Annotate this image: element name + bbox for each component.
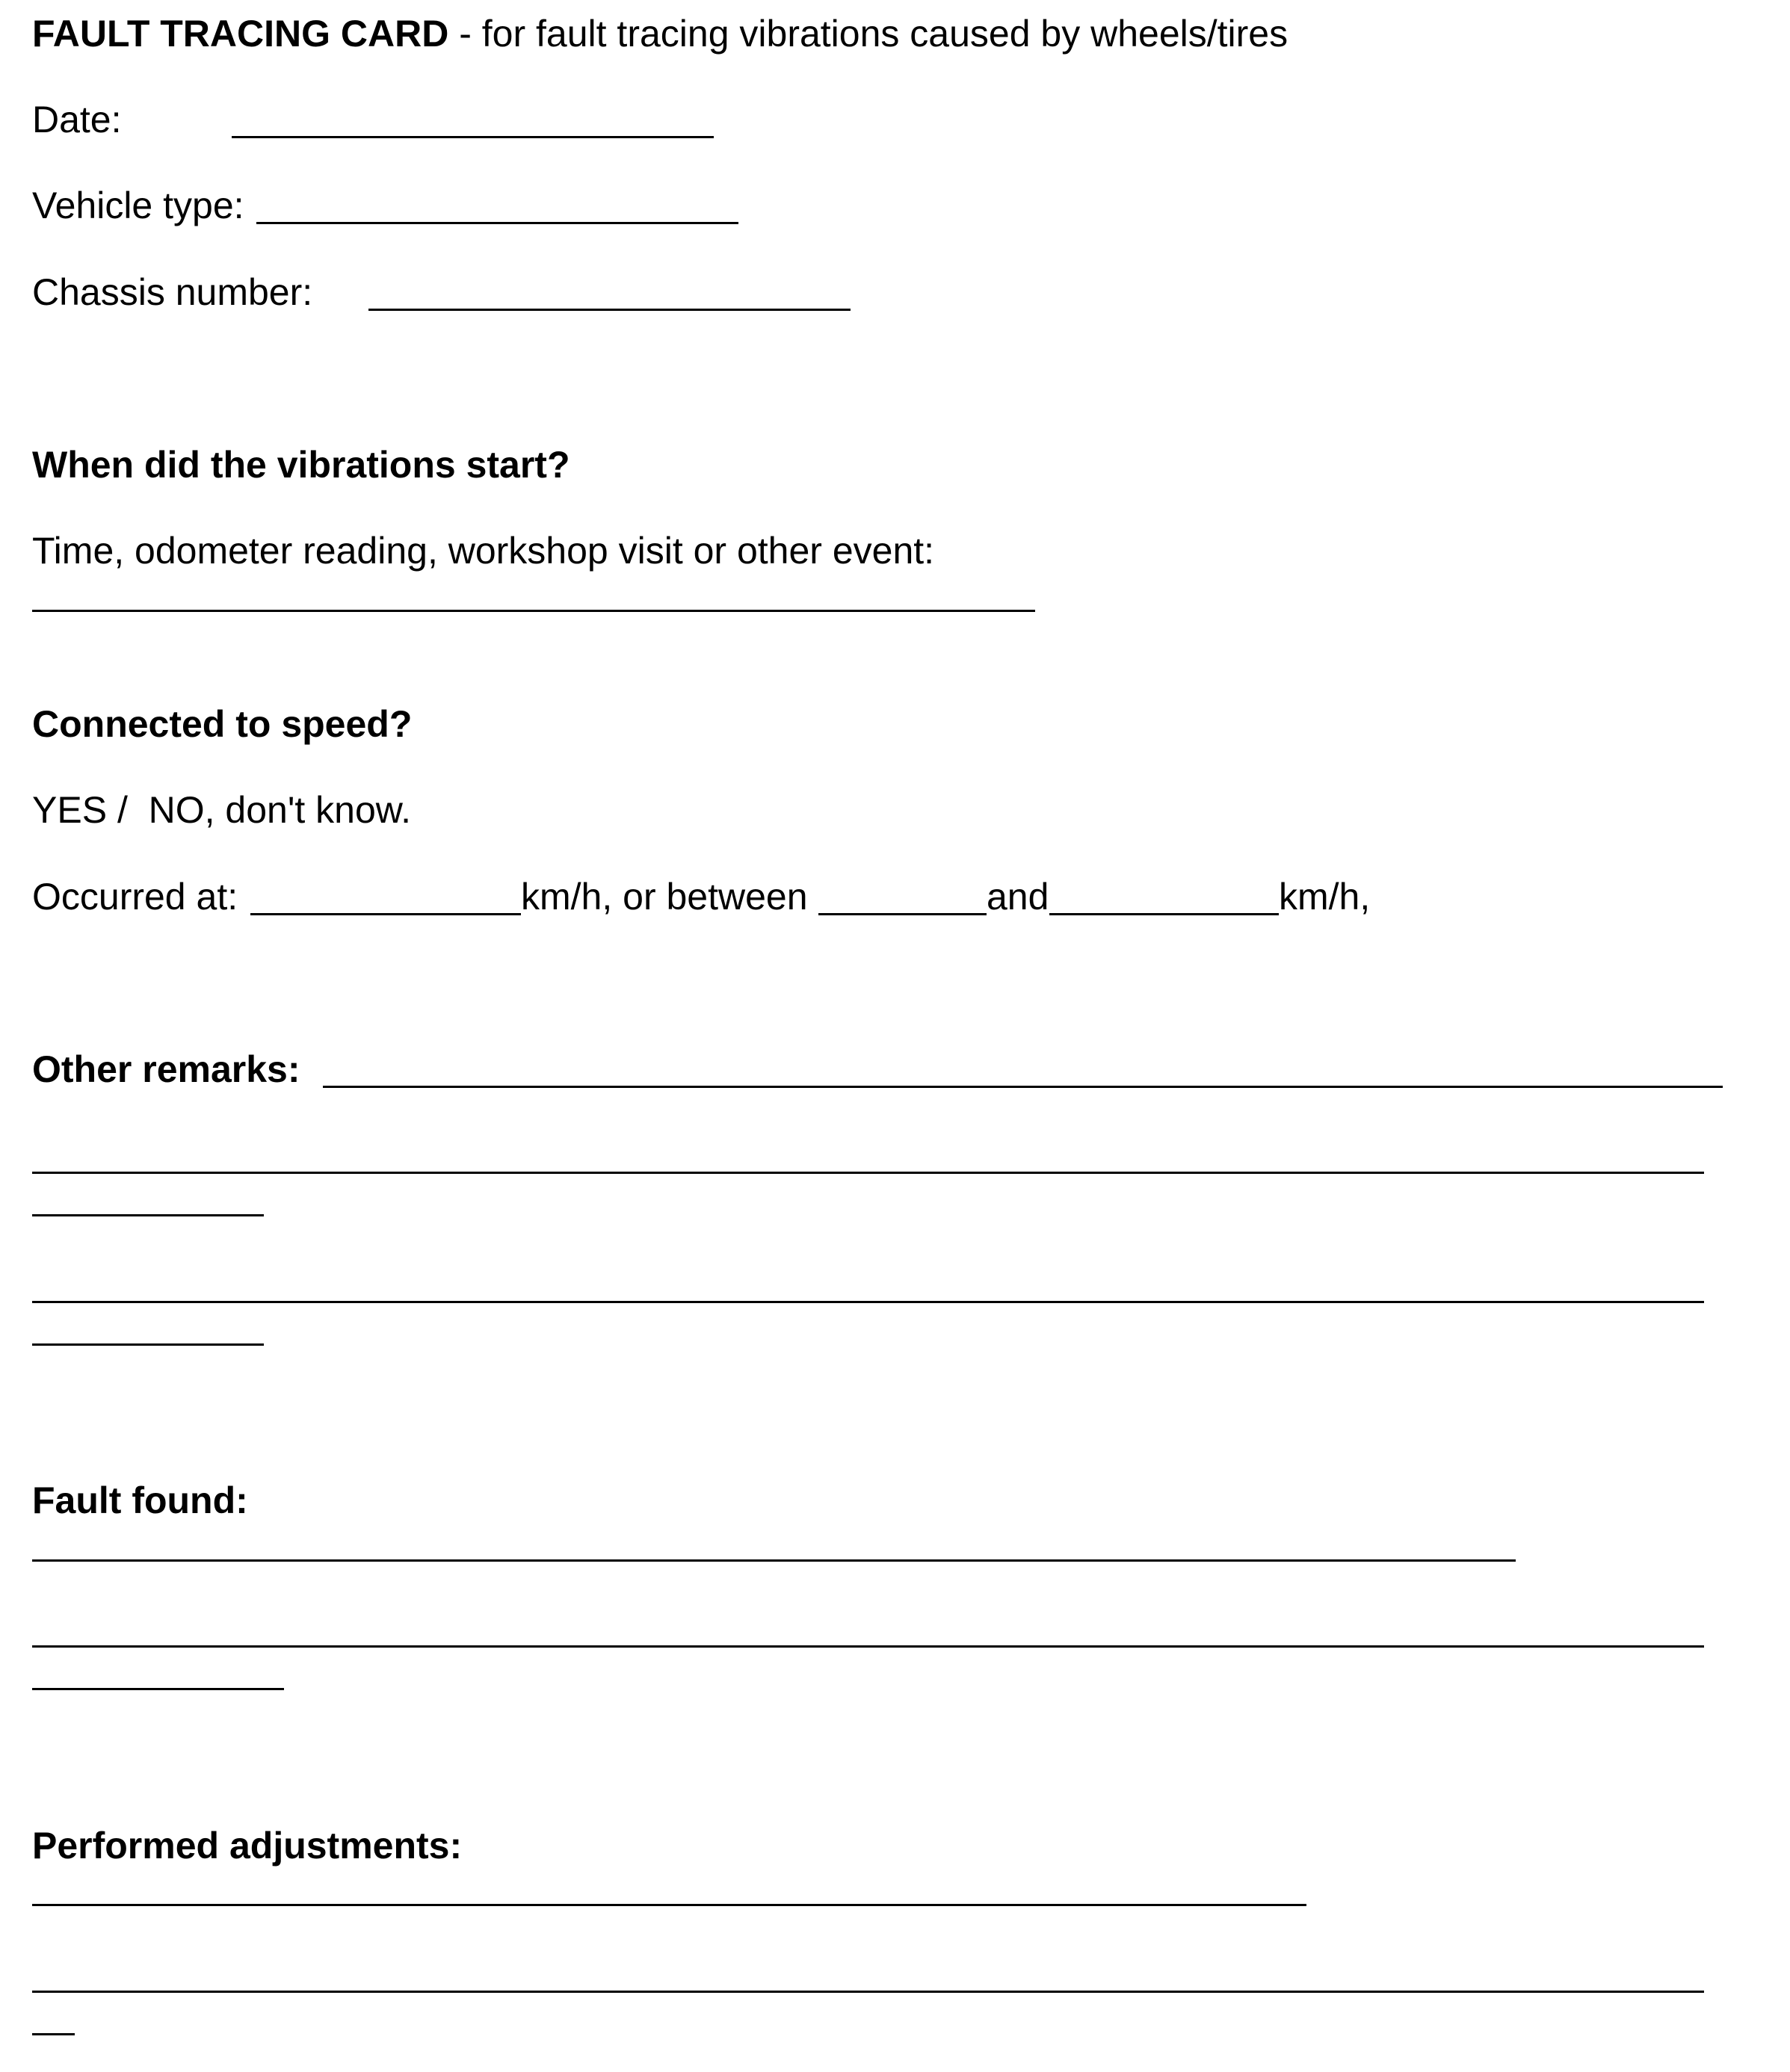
adjustments-heading: Performed adjustments: — [32, 1825, 463, 1867]
title-bold: FAULT TRACING CARD — [32, 13, 449, 55]
adjustments-line-1[interactable] — [32, 1904, 1306, 1906]
vibrations-field[interactable] — [32, 610, 1035, 612]
adjustments-line-2[interactable] — [32, 1991, 1704, 1993]
remarks-line-1[interactable] — [323, 1086, 1723, 1088]
remarks-line-5[interactable] — [32, 1343, 264, 1346]
fault-heading: Fault found: — [32, 1479, 248, 1521]
vibrations-prompt: Time, odometer reading, workshop visit or other event: — [32, 530, 935, 572]
remarks-line-3[interactable] — [32, 1214, 264, 1216]
remarks-line-4[interactable] — [32, 1301, 1704, 1303]
chassis-number-field[interactable] — [368, 309, 851, 311]
date-field[interactable] — [232, 136, 714, 138]
chassis-number-label: Chassis number: — [32, 271, 313, 313]
fault-line-2[interactable] — [32, 1645, 1704, 1648]
kmh-end-label: km/h, — [1279, 876, 1371, 918]
speed-options: YES / NO, don't know. — [32, 789, 412, 831]
speed-value-field[interactable] — [250, 913, 521, 915]
remarks-heading: Other remarks: — [32, 1048, 300, 1090]
speed-heading: Connected to speed? — [32, 703, 413, 745]
fault-line-3[interactable] — [32, 1688, 284, 1690]
kmh-or-between-label: km/h, or between — [521, 876, 808, 918]
title-subtitle: - for fault tracing vibrations caused by wheels/tires — [448, 13, 1289, 55]
vehicle-type-field[interactable] — [256, 222, 738, 224]
vehicle-type-label: Vehicle type: — [32, 185, 244, 226]
occurred-at-label: Occurred at: — [32, 876, 238, 918]
page-title — [32, 13, 1289, 55]
date-label: Date: — [32, 99, 122, 140]
remarks-line-2[interactable] — [32, 1172, 1704, 1174]
fault-line-1[interactable] — [32, 1559, 1516, 1562]
speed-to-field[interactable] — [1049, 913, 1279, 915]
vibrations-heading: When did the vibrations start? — [32, 444, 570, 486]
speed-from-field[interactable] — [818, 913, 987, 915]
and-label: and — [987, 876, 1049, 918]
adjustments-line-3[interactable] — [32, 2033, 75, 2035]
